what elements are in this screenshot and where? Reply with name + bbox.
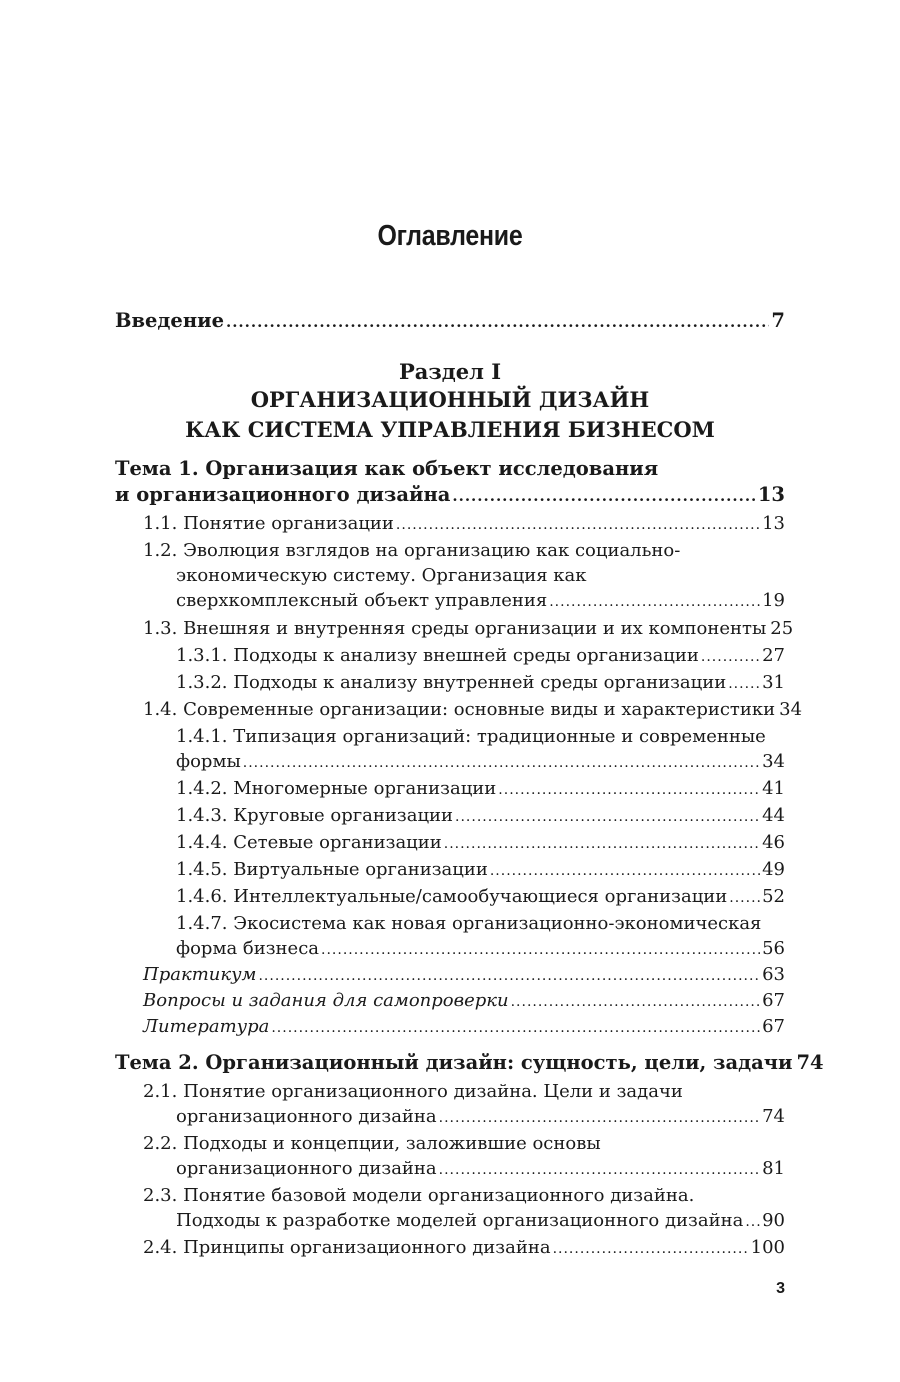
toc-entry-1-4[interactable] — [143, 697, 803, 724]
toc-entry-page: 7 — [771, 309, 785, 332]
toc-entry-label: Практикум — [143, 964, 257, 985]
toc-entry-label: 1.3. Внешняя и внутренняя среды организации и их компоненты — [143, 618, 767, 639]
toc-entry-label: 1.3.2. Подходы к анализу внутренней среды организации — [176, 672, 727, 693]
toc-entry-2-3-line1[interactable]: 2.3. Понятие базовой модели организационного дизайна. — [143, 1185, 695, 1206]
toc-entry-questions[interactable] — [143, 988, 785, 1015]
toc-entry-1-4-4[interactable] — [176, 830, 785, 857]
toc-entry-1-3[interactable] — [143, 616, 794, 643]
toc-entry-page: 74 — [796, 1051, 824, 1074]
toc-entry-2-1-line1[interactable]: 2.1. Понятие организационного дизайна. Цели и задачи — [143, 1081, 683, 1102]
toc-entry-page: 34 — [762, 751, 785, 772]
toc-entry-1-3-1[interactable] — [176, 643, 785, 670]
toc-entry-page: 46 — [762, 832, 785, 853]
toc-entry-page: 67 — [762, 990, 785, 1011]
toc-entry-page: 13 — [762, 513, 785, 534]
toc-entry-1-4-3[interactable] — [176, 803, 785, 830]
toc-entry-page: 25 — [770, 618, 794, 639]
toc-entry-label: формы — [176, 751, 241, 772]
toc-topic1-line1[interactable]: Тема 1. Организация как объект исследования — [115, 457, 659, 480]
toc-entry-page: 81 — [762, 1158, 785, 1179]
toc-entry-label: 1.4.5. Виртуальные организации — [176, 859, 488, 880]
toc-entry-1-2-line1[interactable]: 1.2. Эволюция взглядов на организацию как социально- — [143, 540, 681, 561]
toc-entry-2-1[interactable] — [176, 1104, 785, 1131]
toc-entry-label: 1.4.3. Круговые организации — [176, 805, 454, 826]
toc-entry-label: Литература — [143, 1016, 270, 1037]
toc-entry-label: Подходы к разработке моделей организационного дизайна — [176, 1210, 744, 1231]
toc-entry-1-4-5[interactable] — [176, 857, 785, 884]
toc-entry-page: 31 — [762, 672, 785, 693]
section-title-line2: КАК СИСТЕМА УПРАВЛЕНИЯ БИЗНЕСОМ — [185, 417, 715, 442]
toc-entry-label: 2.4. Принципы организационного дизайна — [143, 1237, 551, 1258]
toc-entry-1-4-7-line1[interactable]: 1.4.7. Экосистема как новая организационно-экономическая — [176, 913, 762, 934]
toc-entry-page: 19 — [762, 590, 785, 611]
toc-entry-label: организационного дизайна — [176, 1106, 437, 1127]
toc-entry-2-2[interactable] — [176, 1156, 785, 1183]
toc-entry-label: Тема 2. Организационный дизайн: сущность, цели, задачи — [115, 1051, 793, 1074]
toc-entry-1-4-6[interactable] — [176, 884, 785, 911]
toc-entry-1-4-1-line1[interactable]: 1.4.1. Типизация организаций: традиционные и современные — [176, 726, 766, 747]
section-number: Раздел I — [398, 359, 502, 384]
toc-entry-page: 56 — [762, 938, 785, 959]
toc-entry-label: 1.4. Современные организации: основные виды и характеристики — [143, 699, 776, 720]
toc-entry-label: 1.1. Понятие организации — [143, 513, 394, 534]
toc-entry-introduction[interactable] — [115, 308, 785, 335]
toc-entry-2-2-line1[interactable]: 2.2. Подходы и концепции, заложившие основы — [143, 1133, 601, 1154]
toc-entry-page: 63 — [762, 964, 785, 985]
toc-entry-1-4-1[interactable] — [176, 749, 785, 776]
toc-entry-label: 1.4.2. Многомерные организации — [176, 778, 497, 799]
toc-entry-1-2[interactable] — [176, 588, 785, 615]
toc-entry-practicum[interactable] — [143, 962, 785, 989]
toc-entry-page: 74 — [762, 1106, 785, 1127]
toc-entry-page: 27 — [762, 645, 785, 666]
toc-entry-page: 100 — [750, 1237, 785, 1258]
toc-entry-page: 49 — [762, 859, 785, 880]
toc-entry-label: Вопросы и задания для самопроверки — [143, 990, 509, 1011]
toc-entry-page: 44 — [762, 805, 785, 826]
toc-entry-label: Введение — [115, 309, 224, 332]
toc-entry-page: 67 — [762, 1016, 785, 1037]
toc-entry-1-1[interactable] — [143, 511, 785, 538]
section-title-line1: ОРГАНИЗАЦИОННЫЙ ДИЗАЙН — [250, 387, 650, 412]
toc-entry-1-4-7[interactable] — [176, 936, 785, 963]
toc-entry-1-3-2[interactable] — [176, 670, 785, 697]
toc-entry-literature[interactable] — [143, 1014, 785, 1041]
toc-entry-page: 13 — [757, 483, 785, 506]
toc-entry-topic2[interactable] — [115, 1050, 824, 1077]
toc-entry-label: 1.4.6. Интеллектуальные/самообучающиеся организации — [176, 886, 728, 907]
toc-entry-label: 1.4.4. Сетевые организации — [176, 832, 442, 853]
toc-entry-label: 1.3.1. Подходы к анализу внешней среды организации — [176, 645, 699, 666]
toc-entry-page: 34 — [779, 699, 803, 720]
toc-entry-page: 41 — [762, 778, 785, 799]
toc-entry-2-3[interactable] — [176, 1208, 785, 1235]
page-number: 3 — [776, 1280, 785, 1297]
toc-entry-label: форма бизнеса — [176, 938, 320, 959]
toc-entry-1-4-2[interactable] — [176, 776, 785, 803]
toc-entry-label: и организационного дизайна — [115, 483, 451, 506]
toc-entry-page: 90 — [762, 1210, 785, 1231]
toc-entry-1-2-line2[interactable]: экономическую систему. Организация как — [176, 565, 587, 586]
toc-entry-page: 52 — [762, 886, 785, 907]
toc-entry-label: организационного дизайна — [176, 1158, 437, 1179]
page-title: Оглавление — [377, 220, 523, 252]
toc-entry-2-4[interactable] — [143, 1235, 785, 1262]
toc-entry-label: сверхкомплексный объект управления — [176, 590, 548, 611]
toc-entry-topic1[interactable] — [115, 482, 785, 509]
